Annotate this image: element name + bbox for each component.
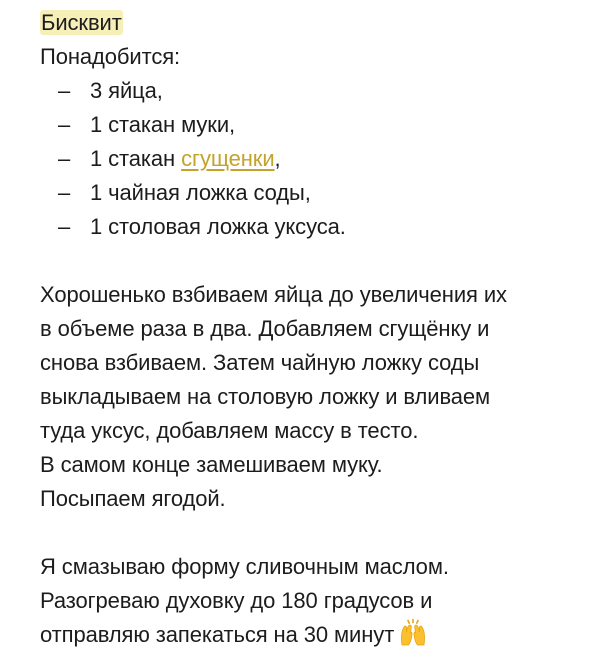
paragraph-line: в объеме раза в два. Добавляем сгущёнку и xyxy=(40,316,490,341)
blank-line xyxy=(40,244,600,278)
ingredient-suffix: , xyxy=(274,146,281,171)
ingredient-text: 1 стакан xyxy=(90,146,182,171)
paragraph-line: Я смазываю форму сливочным маслом. xyxy=(40,554,449,579)
list-dash: – xyxy=(58,180,71,205)
paragraph-line: Хорошенько взбиваем яйца до увеличения их xyxy=(40,282,507,307)
title-row xyxy=(40,6,600,40)
list-item xyxy=(40,108,600,142)
paragraph-line xyxy=(40,618,600,652)
paragraph-line: Посыпаем ягодой. xyxy=(40,486,226,511)
paragraph-line: выкладываем на столовую ложку и вливаем xyxy=(40,384,491,409)
paragraph-line: снова взбиваем. Затем чайную ложку соды xyxy=(40,350,480,375)
ingredient-text: 3 яйца, xyxy=(90,78,163,103)
list-item xyxy=(40,210,600,244)
list-dash: – xyxy=(58,214,71,239)
baking-paragraph xyxy=(40,550,600,652)
paragraph-line-text: отправляю запекаться на 30 минут xyxy=(40,622,395,647)
list-dash: – xyxy=(58,146,71,171)
needs-label: Понадобится: xyxy=(40,44,181,69)
instructions-paragraph xyxy=(40,278,600,516)
ingredient-text: 1 столовая ложка уксуса. xyxy=(90,214,346,239)
list-item xyxy=(40,74,600,108)
paragraph-line: Разогреваю духовку до 180 градусов и xyxy=(40,588,433,613)
paragraph-line: В самом конце замешиваем муку. xyxy=(40,452,383,477)
list-dash: – xyxy=(58,78,71,103)
ingredient-text: 1 стакан муки, xyxy=(90,112,236,137)
ingredient-text: 1 чайная ложка соды, xyxy=(90,180,311,205)
condensed-milk-link[interactable]: сгущенки xyxy=(181,146,275,171)
blank-line xyxy=(40,516,600,550)
list-item xyxy=(40,142,600,176)
ingredient-list xyxy=(40,74,600,244)
list-dash: – xyxy=(58,112,71,137)
note-title[interactable]: Бисквит xyxy=(41,10,122,35)
raising-hands-icon xyxy=(398,618,428,658)
list-item xyxy=(40,176,600,210)
paragraph-line: туда уксус, добавляем массу в тесто. xyxy=(40,418,419,443)
